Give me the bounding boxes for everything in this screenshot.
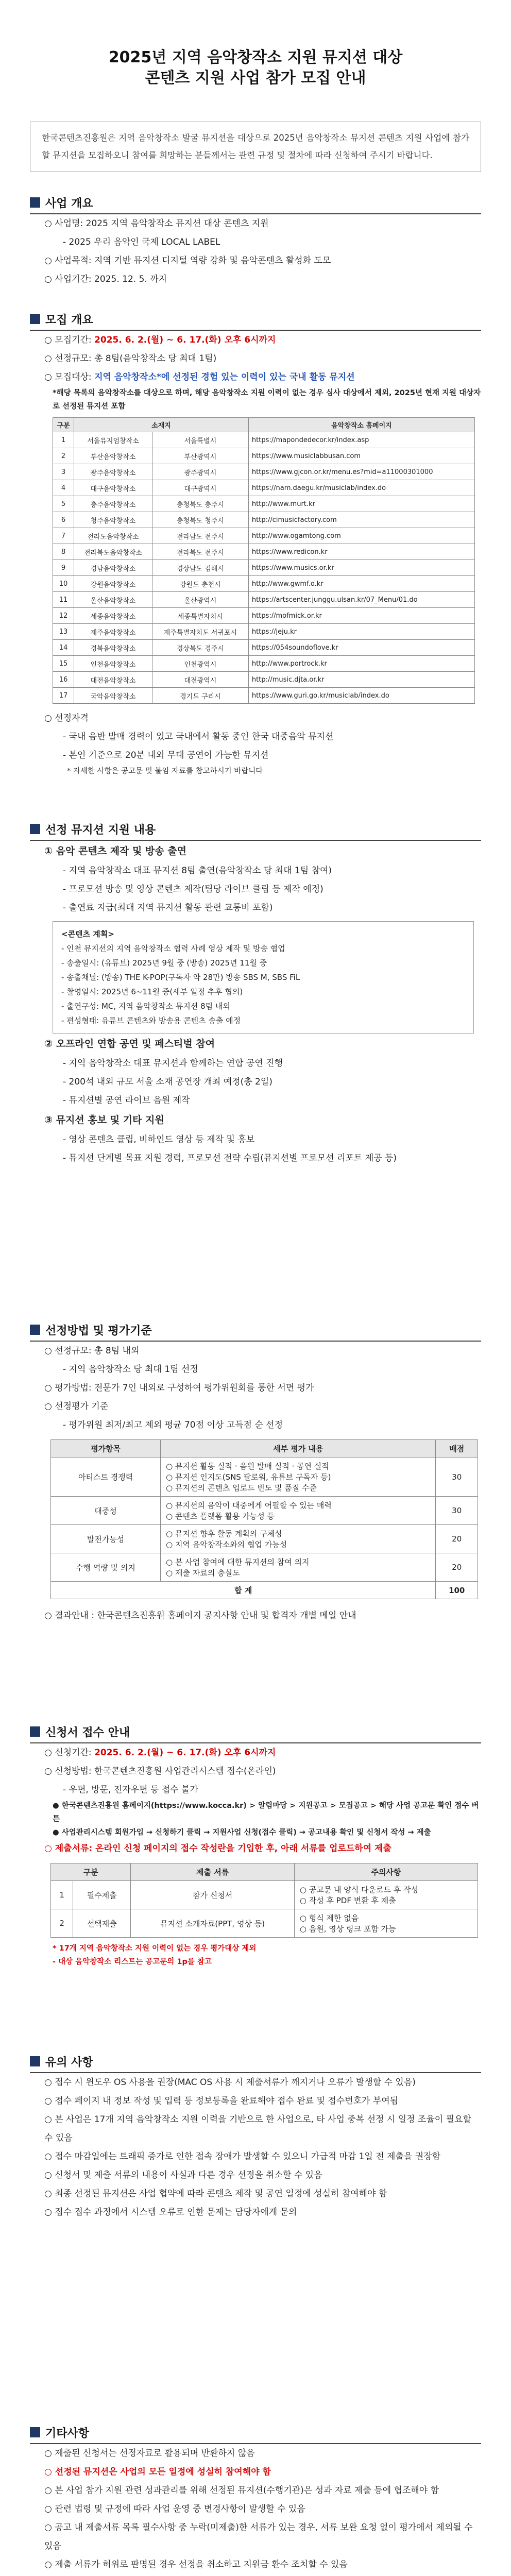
period-label: ○ 모집기간:	[44, 335, 92, 345]
table-cell: 15	[53, 656, 74, 672]
table-cell: 전라북도음악창작소	[74, 544, 152, 560]
table-cell: 제주음악창작소	[74, 624, 152, 640]
table-cell: 충주음악창작소	[74, 496, 152, 512]
table-cell: 울산광역시	[152, 592, 248, 608]
period-value: 2025. 6. 2.(월) ~ 6. 17.(화) 오후 6시까지	[94, 335, 276, 345]
content-plan-box	[53, 921, 474, 1033]
section-marker-icon	[30, 314, 40, 324]
table-row	[51, 1525, 478, 1553]
table-cell: 2	[51, 1909, 73, 1938]
table-cell: 100	[436, 1582, 478, 1599]
studio-url-link[interactable]: https://nam.daegu.kr/musiclab/index.do	[248, 480, 474, 496]
table-cell: 선택제출	[73, 1909, 131, 1938]
table-header-cell: 주의사항	[294, 1863, 478, 1881]
table-row	[53, 448, 475, 464]
table-cell: 20	[436, 1525, 478, 1553]
content-plan-title: <콘텐츠 계획>	[61, 929, 114, 939]
table-cell: 16	[53, 672, 74, 688]
table-cell: 세종특별자치시	[152, 608, 248, 624]
etc-item: ○ 제출 서류가 허위로 판명된 경우 선정을 취소하고 지원금 환수 조치할 수 있음	[44, 2560, 348, 2570]
table-cell: 대전음악창작소	[74, 672, 152, 688]
apply-docs-note: ○ 제출서류: 온라인 신청 페이지의 접수 작성란을 기입한 후, 아래 서류를 업로드하여 제출	[44, 1843, 391, 1854]
table-row	[53, 640, 475, 656]
table-cell: 전라북도 전주시	[152, 544, 248, 560]
section-evaluation	[30, 1319, 481, 1625]
studio-url-link[interactable]: http://music.djta.or.kr	[248, 672, 474, 688]
table-cell: 6	[53, 512, 74, 528]
table-cell: 울산음악창작소	[74, 592, 152, 608]
period-label: ○ 신청기간:	[44, 1748, 92, 1758]
table-cell: 8	[53, 544, 74, 560]
apply-method-sub: - 우편, 방문, 전자우편 등 접수 불가	[63, 1785, 198, 1795]
section-marker-icon	[30, 824, 40, 834]
etc-item	[30, 2574, 481, 2576]
table-cell: 국악음악창작소	[74, 688, 152, 704]
caution-item: ○ 접수 시 윈도우 OS 사용을 권장(MAC OS 사용 시 제출서류가 깨지거나 오류가 발생할 수 있음)	[44, 2077, 416, 2088]
title-line-1: 2025년 지역 음악창작소 지원 뮤지션 대상	[108, 48, 403, 66]
table-cell: 30	[436, 1458, 478, 1497]
apply-method: ○ 신청방법: 한국콘텐츠진흥원 사업관리시스템 접수(온라인)	[44, 1766, 276, 1776]
overview-period: ○ 사업기간: 2025. 12. 5. 까지	[44, 274, 167, 284]
studio-url-link[interactable]: https://www.musiclabbusan.com	[248, 448, 474, 464]
table-row	[53, 528, 475, 544]
section-recruit	[30, 308, 481, 778]
table-cell: ○ 본 사업 참여에 대한 뮤지션의 참여 의지 ○ 제출 자료의 충실도	[161, 1553, 436, 1582]
content-plan-line: - 촬영일시: 2025년 6~11월 중(세부 일정 추후 협의)	[61, 987, 243, 996]
caution-item: ○ 접수 마감일에는 트래픽 증가로 인한 접속 장애가 발생할 수 있으니 가급적 마감 1일 전 제출을 권장함	[44, 2151, 440, 2162]
table-cell: 대중성	[51, 1497, 161, 1525]
table-cell: ○ 공고문 내 양식 다운로드 후 작성 ○ 작성 후 PDF 변환 후 제출	[294, 1881, 478, 1909]
support-c1: - 영상 콘텐츠 클립, 비하인드 영상 등 제작 및 홍보	[63, 1134, 255, 1145]
table-cell: 대구광역시	[152, 480, 248, 496]
table-cell: 세종음악창작소	[74, 608, 152, 624]
table-row	[53, 480, 475, 496]
table-cell: 14	[53, 640, 74, 656]
table-cell: 대구음악창작소	[74, 480, 152, 496]
section-marker-icon	[30, 2056, 40, 2066]
section-title: 기타사항	[45, 2427, 90, 2440]
table-row	[53, 592, 475, 608]
recruit-target	[30, 368, 481, 386]
studio-url-link[interactable]: http://www.murt.kr	[248, 496, 474, 512]
table-cell: 4	[53, 480, 74, 496]
table-header-cell: 평가항목	[51, 1440, 161, 1458]
studio-url-link[interactable]: https://jeju.kr	[248, 624, 474, 640]
support-b3: - 뮤지션별 공연 라이브 음원 제작	[63, 1095, 190, 1106]
eligibility-note: * 자세한 사항은 공고문 및 붙임 자료를 참고하시기 바랍니다	[67, 767, 263, 775]
table-cell: 합 계	[51, 1582, 436, 1599]
caution-item: ○ 접수 접수 과정에서 시스템 오류로 인한 문제는 담당자에게 문의	[44, 2207, 297, 2217]
content-plan-line: - 인천 뮤지션의 지역 음악창작소 협력 사례 영상 제작 및 방송 협업	[61, 944, 285, 953]
table-cell: ○ 뮤지션의 음악이 대중에게 어필할 수 있는 매력 ○ 콘텐츠 플랫폼 활용 가능성 등	[161, 1497, 436, 1525]
table-cell: 발전가능성	[51, 1525, 161, 1553]
table-cell: 부산음악창작소	[74, 448, 152, 464]
section-marker-icon	[30, 197, 40, 208]
eval-criteria-sub: - 평가위원 최저/최고 제외 평균 70점 이상 고득점 순 선정	[63, 1420, 283, 1430]
studio-url-link[interactable]: http://www.portrock.kr	[248, 656, 474, 672]
table-cell: 경상남도 김해시	[152, 560, 248, 576]
table-row	[53, 512, 475, 528]
table-cell: 뮤지션 소개자료(PPT, 영상 등)	[131, 1909, 295, 1938]
table-row	[51, 1553, 478, 1582]
intro-box: 한국콘텐츠진흥원은 지역 음악창작소 발굴 뮤지션을 대상으로 2025년 음악창작소 뮤지션 콘텐츠 지원 사업에 참가할 뮤지션을 모집하오니 참여를 희망하는 분들께서는 관련 규정 및 절차에 따라 신청하여 주시기 바랍니다.	[30, 122, 481, 172]
section-title: 유의 사항	[45, 2056, 93, 2069]
recruit-count: ○ 선정규모: 총 8팀(음악창작소 당 최대 1팀)	[44, 353, 217, 364]
apply-path-2: ● 사업관리시스템 회원가입 → 신청하기 클릭 → 지원사업 신청(접수 클릭) → 공고내용 확인 및 신청서 작성 → 제출	[53, 1828, 431, 1837]
table-header-cell: 배점	[436, 1440, 478, 1458]
etc-item: ○ 공고 내 제출서류 목록 필수사항 중 누락(미제출)한 서류가 있는 경우, 서류 보완 요청 없이 평가에서 제외될 수 있음	[44, 2522, 473, 2551]
studio-url-link[interactable]: https://054soundoflove.kr	[248, 640, 474, 656]
section-marker-icon	[30, 1726, 40, 1737]
eligibility-2: - 본인 기준으로 20분 내외 무대 공연이 가능한 뮤지션	[63, 750, 269, 760]
table-cell: 13	[53, 624, 74, 640]
table-cell: 충청북도 충주시	[152, 496, 248, 512]
section-title: 신청서 접수 안내	[45, 1726, 130, 1739]
content-plan-line: - 송출채널: (방송) THE K-POP(구독자 약 28만) 방송 SBS M, SBS FiL	[61, 973, 300, 982]
table-cell: ○ 뮤지션 활동 실적 · 음원 발매 실적 · 공연 실적 ○ 뮤지션 인지도(SNS 팔로워, 유튜브 구독자 등) ○ 뮤지션의 콘텐츠 업로드 빈도 및 품질 수준	[161, 1458, 436, 1497]
table-cell: 제주특별자치도 서귀포시	[152, 624, 248, 640]
eval-scale-sub: - 지역 음악창작소 당 최대 1팀 선정	[63, 1364, 198, 1375]
section-marker-icon	[30, 2427, 40, 2437]
section-title: 선정방법 및 평가기준	[45, 1324, 152, 1337]
apply-path-1: ● 한국콘텐츠진흥원 홈페이지(https://www.kocca.kr) > 알림마당 > 지원공고 > 모집공고 > 해당 사업 공고문 확인 접수 버튼	[53, 1802, 479, 1823]
studio-url-link[interactable]: http://www.gwmf.o.kr	[248, 576, 474, 592]
table-total-row	[51, 1582, 478, 1599]
table-cell: 경상북도 경주시	[152, 640, 248, 656]
studio-url-link[interactable]: https://artscenter.junggu.ulsan.kr/07_Menu/01.do	[248, 592, 474, 608]
apply-warning-1: * 17개 지역 음악창작소 지원 이력이 없는 경우 평가대상 제외	[53, 1944, 257, 1953]
eligibility-head: ○ 선정자격	[44, 713, 89, 723]
studio-url-link[interactable]: http://www.ogamtong.com	[248, 528, 474, 544]
target-note: *해당 목록의 음악창작소를 대상으로 하며, 해당 음악창작소 지원 이력이 없는 경우 심사 대상에서 제외, 2025년 현재 지원 대상자로 선정된 뮤지션 포함	[53, 389, 481, 411]
table-row	[53, 560, 475, 576]
eval-criteria: ○ 선정평가 기준	[44, 1401, 109, 1412]
table-cell: 11	[53, 592, 74, 608]
docs-table	[50, 1863, 478, 1938]
table-cell: 광주광역시	[152, 464, 248, 480]
eligibility-1: - 국내 음반 발매 경력이 있고 국내에서 활동 중인 한국 대중음악 뮤지션	[63, 732, 334, 742]
table-cell: 20	[436, 1553, 478, 1582]
section-application	[30, 1721, 481, 1969]
table-cell: 대전광역시	[152, 672, 248, 688]
table-cell: 강원도 춘천시	[152, 576, 248, 592]
studio-url-link[interactable]: https://mapondedecor.kr/index.asp	[248, 432, 474, 448]
eval-table	[50, 1439, 478, 1599]
table-cell: 경남음악창작소	[74, 560, 152, 576]
support-b1: - 지역 음악창작소 대표 뮤지션과 함께하는 연합 공연 진행	[63, 1058, 283, 1069]
table-cell: 17	[53, 688, 74, 704]
table-cell: 9	[53, 560, 74, 576]
etc-item: ○ 본 사업 참가 지원 관련 성과관리를 위해 선정된 뮤지션(수행기관)은 성과 자료 제출 등에 협조해야 함	[44, 2485, 439, 2496]
etc-item: ○ 선정된 뮤지션은 사업의 모든 일정에 성실히 참여해야 함	[44, 2467, 271, 2477]
support-c2: - 뮤지션 단계별 목표 지원 경력, 프로모션 전략 수립(뮤지션별 프로모션 리포트 제공 등)	[63, 1153, 397, 1163]
table-cell: 충청북도 청주시	[152, 512, 248, 528]
table-header-cell: 음악창작소 홈페이지	[248, 418, 474, 432]
table-cell: 10	[53, 576, 74, 592]
table-cell: 전라도음악창작소	[74, 528, 152, 544]
table-row	[53, 608, 475, 624]
section-overview	[30, 192, 481, 289]
support-c-head: ③ 뮤지션 홍보 및 기타 지원	[44, 1114, 164, 1126]
content-plan-line: - 편성형태: 유튜브 콘텐츠와 방송용 콘텐츠 송출 예정	[61, 1016, 241, 1025]
period-value: 2025. 6. 2.(월) ~ 6. 17.(화) 오후 6시까지	[94, 1748, 276, 1758]
overview-purpose: ○ 사업목적: 지역 기반 뮤지션 디지털 역량 강화 및 음악콘텐츠 활성화 도모	[44, 256, 331, 266]
support-a3: - 출연료 지급(최대 지역 뮤지션 활동 관련 교통비 포함)	[63, 903, 273, 913]
table-row	[53, 672, 475, 688]
table-cell: 경북음악창작소	[74, 640, 152, 656]
table-cell: 광주음악창작소	[74, 464, 152, 480]
table-row	[53, 656, 475, 672]
table-header-cell: 제출 서류	[131, 1863, 295, 1881]
support-b2: - 200석 내외 규모 서울 소재 공연장 개최 예정(총 2일)	[63, 1077, 272, 1087]
table-row	[53, 688, 475, 704]
table-cell: 부산광역시	[152, 448, 248, 464]
table-cell: 인천음악창작소	[74, 656, 152, 672]
table-cell: 인천광역시	[152, 656, 248, 672]
table-cell: 5	[53, 496, 74, 512]
table-row	[53, 432, 475, 448]
overview-name: ○ 사업명: 2025 지역 음악창작소 뮤지션 대상 콘텐츠 지원	[44, 218, 269, 229]
table-cell: 아티스트 경쟁력	[51, 1458, 161, 1497]
table-row	[51, 1497, 478, 1525]
studio-url-link[interactable]: https://www.guri.go.kr/musiclab/index.do	[248, 688, 474, 704]
table-cell: 청주음악창작소	[74, 512, 152, 528]
table-cell: 12	[53, 608, 74, 624]
table-row	[53, 496, 475, 512]
table-row	[53, 624, 475, 640]
etc-item: ○ 제출된 신청서는 선정자료로 활용되며 반환하지 않음	[44, 2448, 255, 2459]
table-header-cell: 구분	[51, 1863, 131, 1881]
table-cell: 서울특별시	[152, 432, 248, 448]
table-cell: 수행 역량 및 의지	[51, 1553, 161, 1582]
table-header-cell: 구분	[53, 418, 74, 432]
apply-period	[30, 1743, 481, 1762]
eval-method: ○ 평가방법: 전문가 7인 내외로 구성하여 평가위원회를 통한 서면 평가	[44, 1383, 314, 1393]
support-a1: - 지역 음악창작소 대표 뮤지션 8팀 출연(음악창작소 당 최대 1팀 참여)	[63, 866, 332, 876]
table-cell: 참가 신청서	[131, 1881, 295, 1909]
section-support	[30, 818, 481, 1167]
etc-item: ○ 관련 법령 및 규정에 따라 사업 운영 중 변경사항이 발생할 수 있음	[44, 2504, 305, 2514]
table-cell: 7	[53, 528, 74, 544]
table-row	[51, 1909, 478, 1938]
table-row	[53, 464, 475, 480]
section-title: 모집 개요	[45, 313, 93, 327]
caution-item: ○ 본 사업은 17개 지역 음악창작소 지원 이력을 기반으로 한 사업으로, 타 사업 중복 선정 시 일정 조율이 필요할 수 있음	[44, 2114, 471, 2143]
table-row	[51, 1458, 478, 1497]
table-cell: 2	[53, 448, 74, 464]
title-line-2: 콘텐츠 지원 사업 참가 모집 안내	[145, 69, 366, 87]
table-cell: 30	[436, 1497, 478, 1525]
target-label: ○ 모집대상:	[44, 372, 92, 382]
support-a-head: ① 음악 콘텐츠 제작 및 방송 출연	[44, 845, 187, 857]
support-a2: - 프로모션 방송 및 영상 콘텐츠 제작(팀당 라이브 클립 등 제작 예정)	[63, 884, 323, 894]
caution-item: ○ 접수 페이지 내 정보 작성 및 입력 등 정보등록을 완료해야 접수 완료 및 접수번호가 부여됨	[44, 2096, 399, 2106]
section-title: 사업 개요	[45, 197, 93, 210]
studio-url-link[interactable]: https://www.redicon.kr	[248, 544, 474, 560]
content-plan-line: - 송출일시: (유튜브) 2025년 9월 중 (방송) 2025년 11월 중	[61, 958, 267, 968]
eval-result: ○ 결과안내 : 한국콘텐츠진흥원 홈페이지 공지사항 안내 및 합격자 개별 메일 안내	[44, 1611, 356, 1621]
studio-url-link[interactable]: https://mofmick.or.kr	[248, 608, 474, 624]
table-cell: ○ 뮤지션 향후 활동 계획의 구체성 ○ 지역 음악창작소와의 협업 가능성	[161, 1525, 436, 1553]
studio-url-link[interactable]: https://www.gjcon.or.kr/menu.es?mid=a11000301000	[248, 464, 474, 480]
section-caution	[30, 2050, 481, 2222]
overview-subname: - 2025 우리 음악인 국제 LOCAL LABEL	[63, 237, 220, 247]
target-value: 지역 음악창작소*에 선정된 경험 있는 이력이 있는 국내 활동 뮤지션	[94, 372, 355, 382]
table-cell: 필수제출	[73, 1881, 131, 1909]
table-header-cell: 소재지	[74, 418, 249, 432]
table-row	[51, 1881, 478, 1909]
table-cell: 3	[53, 464, 74, 480]
studio-url-link[interactable]: http://cimusicfactory.com	[248, 512, 474, 528]
recruit-period	[30, 331, 481, 349]
apply-warning-2: - 대상 음악창작소 리스트는 공고문의 1p를 참고	[53, 1958, 212, 1966]
table-cell: 1	[53, 432, 74, 448]
table-header-cell: 세부 평가 내용	[161, 1440, 436, 1458]
document-title	[62, 47, 449, 89]
table-cell: ○ 형식 제한 없음 ○ 음원, 영상 링크 포함 가능	[294, 1909, 478, 1938]
section-marker-icon	[30, 1325, 40, 1335]
table-row	[53, 576, 475, 592]
studio-url-link[interactable]: https://www.musics.or.kr	[248, 560, 474, 576]
table-cell: 강원음악창작소	[74, 576, 152, 592]
caution-item: ○ 최종 선정된 뮤지션은 사업 협약에 따라 콘텐츠 제작 및 공연 일정에 성실히 참여해야 함	[44, 2189, 387, 2199]
table-cell: 경기도 구리시	[152, 688, 248, 704]
studio-table	[53, 417, 475, 704]
table-cell: 전라남도 전주시	[152, 528, 248, 544]
section-etc	[30, 2421, 481, 2576]
content-plan-line: - 출연구성: MC, 지역 음악창작소 뮤지션 8팀 내외	[61, 1002, 230, 1011]
table-cell: 1	[51, 1881, 73, 1909]
eval-scale: ○ 선정규모: 총 8팀 내외	[44, 1346, 140, 1356]
support-b-head: ② 오프라인 연합 공연 및 페스티벌 참여	[44, 1038, 215, 1049]
table-cell: 서울뮤지엄창작소	[74, 432, 152, 448]
table-row	[53, 544, 475, 560]
section-title: 선정 뮤지션 지원 내용	[45, 823, 156, 837]
caution-item: ○ 신청서 및 제출 서류의 내용이 사실과 다른 경우 선정을 취소할 수 있음	[44, 2170, 322, 2180]
